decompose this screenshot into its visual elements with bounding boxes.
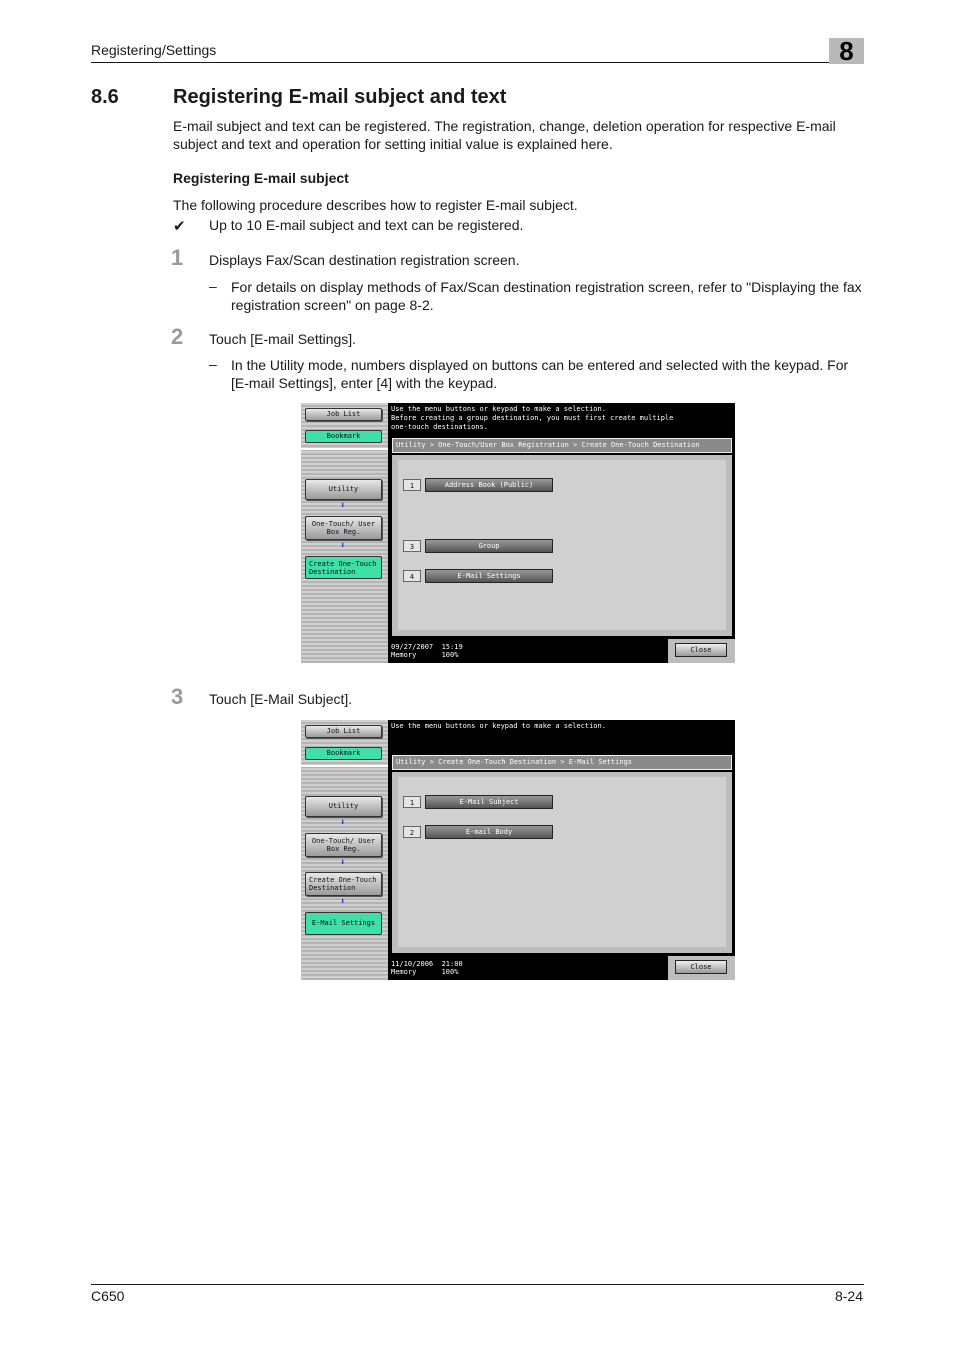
sidebar bbox=[301, 720, 388, 980]
step-number: 3 bbox=[171, 684, 184, 709]
message-text: Before creating a group destination, you must first create multiple bbox=[391, 414, 674, 422]
time-text: 21:00 bbox=[441, 960, 463, 968]
bookmark-button[interactable]: Bookmark bbox=[305, 430, 382, 443]
procedure-intro: The following procedure describes how to register E-mail subject. bbox=[173, 197, 578, 213]
message-text: one-touch destinations. bbox=[391, 423, 488, 431]
close-button[interactable]: Close bbox=[675, 643, 727, 657]
footer-model: C650 bbox=[91, 1288, 125, 1304]
arrow-down-icon: ⬇ bbox=[340, 818, 346, 828]
item-number: 2 bbox=[403, 826, 421, 838]
section-title: Registering E-mail subject and text bbox=[173, 86, 507, 108]
item-number: 1 bbox=[403, 796, 421, 808]
step-number: 2 bbox=[171, 324, 184, 349]
email-settings-nav-button[interactable]: E-Mail Settings bbox=[305, 912, 382, 935]
status-bar bbox=[391, 960, 463, 976]
address-book-button[interactable]: Address Book (Public) bbox=[425, 478, 553, 492]
arrow-down-icon: ⬇ bbox=[340, 897, 346, 907]
menu-panel bbox=[392, 772, 732, 953]
utility-button[interactable]: Utility bbox=[305, 479, 382, 500]
one-touch-button[interactable]: One-Touch/ User Box Reg. bbox=[305, 833, 382, 857]
job-list-button[interactable]: Job List bbox=[305, 408, 382, 421]
utility-screen-create-destination bbox=[301, 403, 735, 663]
footer-rule bbox=[91, 1284, 864, 1285]
subheading: Registering E-mail subject bbox=[173, 170, 349, 186]
bookmark-button[interactable]: Bookmark bbox=[305, 747, 382, 760]
arrow-down-icon: ⬇ bbox=[340, 501, 346, 511]
sidebar-divider bbox=[301, 448, 388, 450]
status-bar bbox=[391, 643, 463, 659]
chapter-number: 8 bbox=[839, 36, 854, 66]
check-mark-icon: ✔ bbox=[173, 218, 186, 235]
item-number: 1 bbox=[403, 479, 421, 491]
arrow-down-icon: ⬇ bbox=[340, 541, 346, 551]
item-number: 4 bbox=[403, 570, 421, 582]
message-area bbox=[391, 722, 606, 731]
sidebar-divider bbox=[301, 765, 388, 767]
running-header: Registering/Settings bbox=[91, 42, 217, 58]
step-text: Touch [E-Mail Subject]. bbox=[209, 691, 353, 707]
section-number: 8.6 bbox=[91, 86, 119, 108]
message-text: Use the menu buttons or keypad to make a selection. bbox=[391, 405, 606, 413]
sidebar bbox=[301, 403, 388, 663]
date-text: 11/10/2006 bbox=[391, 960, 434, 968]
check-text: Up to 10 E-mail subject and text can be registered. bbox=[209, 217, 524, 233]
breadcrumb: Utility > One-Touch/User Box Registration > Create One-Touch Destination bbox=[392, 438, 732, 453]
message-area bbox=[391, 405, 673, 432]
message-text: Use the menu buttons or keypad to make a selection. bbox=[391, 722, 606, 730]
breadcrumb: Utility > Create One-Touch Destination > E-Mail Settings bbox=[392, 755, 732, 770]
step-number: 1 bbox=[171, 245, 184, 270]
utility-screen-email-settings bbox=[301, 720, 735, 980]
create-destination-button[interactable]: Create One-Touch Destination bbox=[305, 556, 382, 579]
step-note: For details on display methods of Fax/Scan destination registration screen, refer to "Displaying the fax registration screen" on page 8-2. bbox=[231, 279, 862, 313]
item-number: 3 bbox=[403, 540, 421, 552]
step-text: Displays Fax/Scan destination registration screen. bbox=[209, 252, 520, 268]
arrow-down-icon: ⬇ bbox=[340, 858, 346, 868]
header-rule bbox=[91, 62, 864, 63]
dash-bullet: – bbox=[209, 278, 217, 294]
time-text: 15:19 bbox=[441, 643, 463, 651]
utility-button[interactable]: Utility bbox=[305, 796, 382, 817]
step-note: In the Utility mode, numbers displayed on buttons can be entered and selected with the keypad. For [E-mail Settings], enter [4] with the keypad. bbox=[231, 357, 849, 391]
email-body-button[interactable]: E-mail Body bbox=[425, 825, 553, 839]
email-subject-button[interactable]: E-Mail Subject bbox=[425, 795, 553, 809]
memory-label: Memory bbox=[391, 968, 417, 976]
menu-panel bbox=[392, 455, 732, 636]
footer-page-number: 8-24 bbox=[834, 1288, 863, 1304]
job-list-button[interactable]: Job List bbox=[305, 725, 382, 738]
memory-label: Memory bbox=[391, 651, 417, 659]
close-button[interactable]: Close bbox=[675, 960, 727, 974]
email-settings-button[interactable]: E-Mail Settings bbox=[425, 569, 553, 583]
dash-bullet: – bbox=[209, 356, 217, 372]
memory-value: 100% bbox=[441, 651, 459, 659]
close-area bbox=[668, 956, 735, 980]
intro-paragraph: E-mail subject and text can be registered. The registration, change, deletion operation for respective E-mail subject and text and operation for setting initial value is explained here. bbox=[173, 118, 836, 152]
memory-value: 100% bbox=[441, 968, 459, 976]
close-area bbox=[668, 639, 735, 663]
step-text: Touch [E-mail Settings]. bbox=[209, 331, 357, 347]
create-destination-button[interactable]: Create One-Touch Destination bbox=[305, 872, 382, 896]
date-text: 09/27/2007 bbox=[391, 643, 434, 651]
group-button[interactable]: Group bbox=[425, 539, 553, 553]
one-touch-button[interactable]: One-Touch/ User Box Reg. bbox=[305, 516, 382, 540]
